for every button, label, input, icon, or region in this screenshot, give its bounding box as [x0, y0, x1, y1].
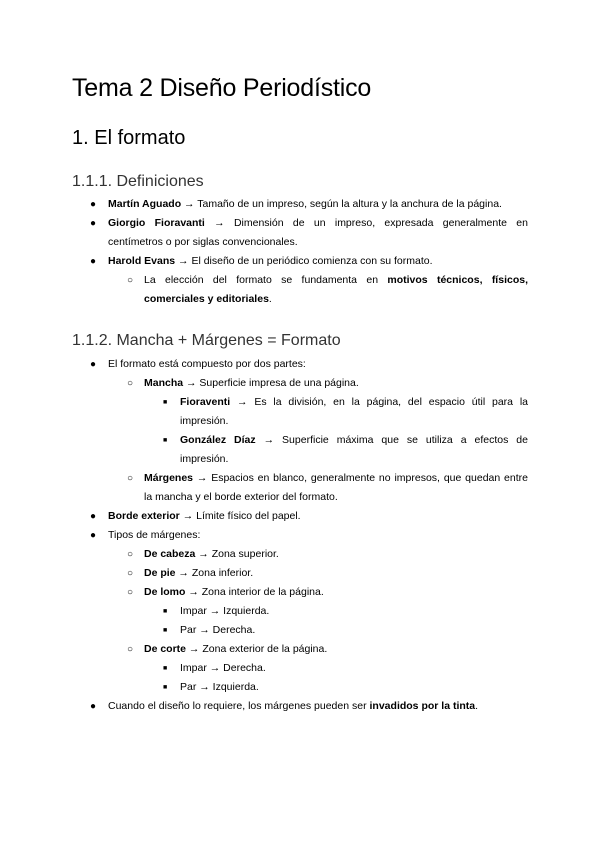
list-item: ○ Mancha → Superficie impresa de una página. [72, 374, 528, 393]
format-parts-list [72, 355, 528, 716]
list-item: ■ Impar → Derecha. [72, 659, 528, 678]
list-item: ■ Par → Derecha. [72, 621, 528, 640]
hollow-bullet-icon: ○ [127, 473, 134, 484]
square-bullet-icon: ■ [163, 627, 168, 634]
subsection-heading-mancha-margenes: 1.1.2. Mancha + Márgenes = Formato [72, 332, 341, 349]
list-item: ● Borde exterior → Límite físico del papel. [72, 507, 528, 526]
bullet-icon: ● [90, 359, 97, 370]
hollow-bullet-icon: ○ [127, 275, 134, 286]
list-item: ● Tipos de márgenes: [72, 526, 528, 545]
list-item: ● Cuando el diseño lo requiere, los márgenes pueden ser invadidos por la tinta. [72, 697, 528, 716]
list-item: ○ Márgenes → Espacios en blanco, generalmente no impresos, que quedan entre la mancha y el borde exterior del formato. [72, 469, 528, 507]
hollow-bullet-icon: ○ [127, 587, 134, 598]
hollow-bullet-icon: ○ [127, 549, 134, 560]
bullet-icon: ● [90, 701, 97, 712]
section-heading: 1. El formato [72, 127, 186, 149]
hollow-bullet-icon: ○ [127, 568, 134, 579]
list-item: ■ Impar → Izquierda. [72, 602, 528, 621]
list-item: ■ Par → Izquierda. [72, 678, 528, 697]
hollow-bullet-icon: ○ [127, 644, 134, 655]
bullet-icon: ● [90, 530, 97, 541]
document-title: Tema 2 Diseño Periodístico [72, 74, 372, 102]
square-bullet-icon: ■ [163, 665, 168, 672]
list-item: ■ González Díaz → Superficie máxima que se utiliza a efectos de impresión. [72, 431, 528, 469]
bullet-icon: ● [90, 218, 97, 229]
list-item: ■ Fioraventi → Es la división, en la página, del espacio útil para la impresión. [72, 393, 528, 431]
list-item: ○ De lomo → Zona interior de la página. [72, 583, 528, 602]
bullet-icon: ● [90, 256, 97, 267]
bullet-icon: ● [90, 511, 97, 522]
list-item: ○ De pie → Zona inferior. [72, 564, 528, 583]
definitions-list [72, 195, 528, 309]
square-bullet-icon: ■ [163, 437, 168, 444]
square-bullet-icon: ■ [163, 399, 168, 406]
subsection-heading-definiciones: 1.1.1. Definiciones [72, 173, 204, 190]
bullet-icon: ● [90, 199, 97, 210]
hollow-bullet-icon: ○ [127, 378, 134, 389]
list-item: ○ La elección del formato se fundamenta en motivos técnicos, físicos, comerciales y editoriales. [72, 271, 528, 309]
list-item: ● Giorgio Fioravanti → Dimensión de un impreso, expresada generalmente en centímetros o por siglas convencionales. [72, 214, 528, 252]
square-bullet-icon: ■ [163, 608, 168, 615]
list-item: ○ De cabeza → Zona superior. [72, 545, 528, 564]
list-item: ● El formato está compuesto por dos partes: [72, 355, 528, 374]
square-bullet-icon: ■ [163, 684, 168, 691]
list-item: ○ De corte → Zona exterior de la página. [72, 640, 528, 659]
list-item: ● Harold Evans → El diseño de un periódico comienza con su formato. [72, 252, 528, 271]
list-item: ● Martín Aguado → Tamaño de un impreso, según la altura y la anchura de la página. [72, 195, 528, 214]
